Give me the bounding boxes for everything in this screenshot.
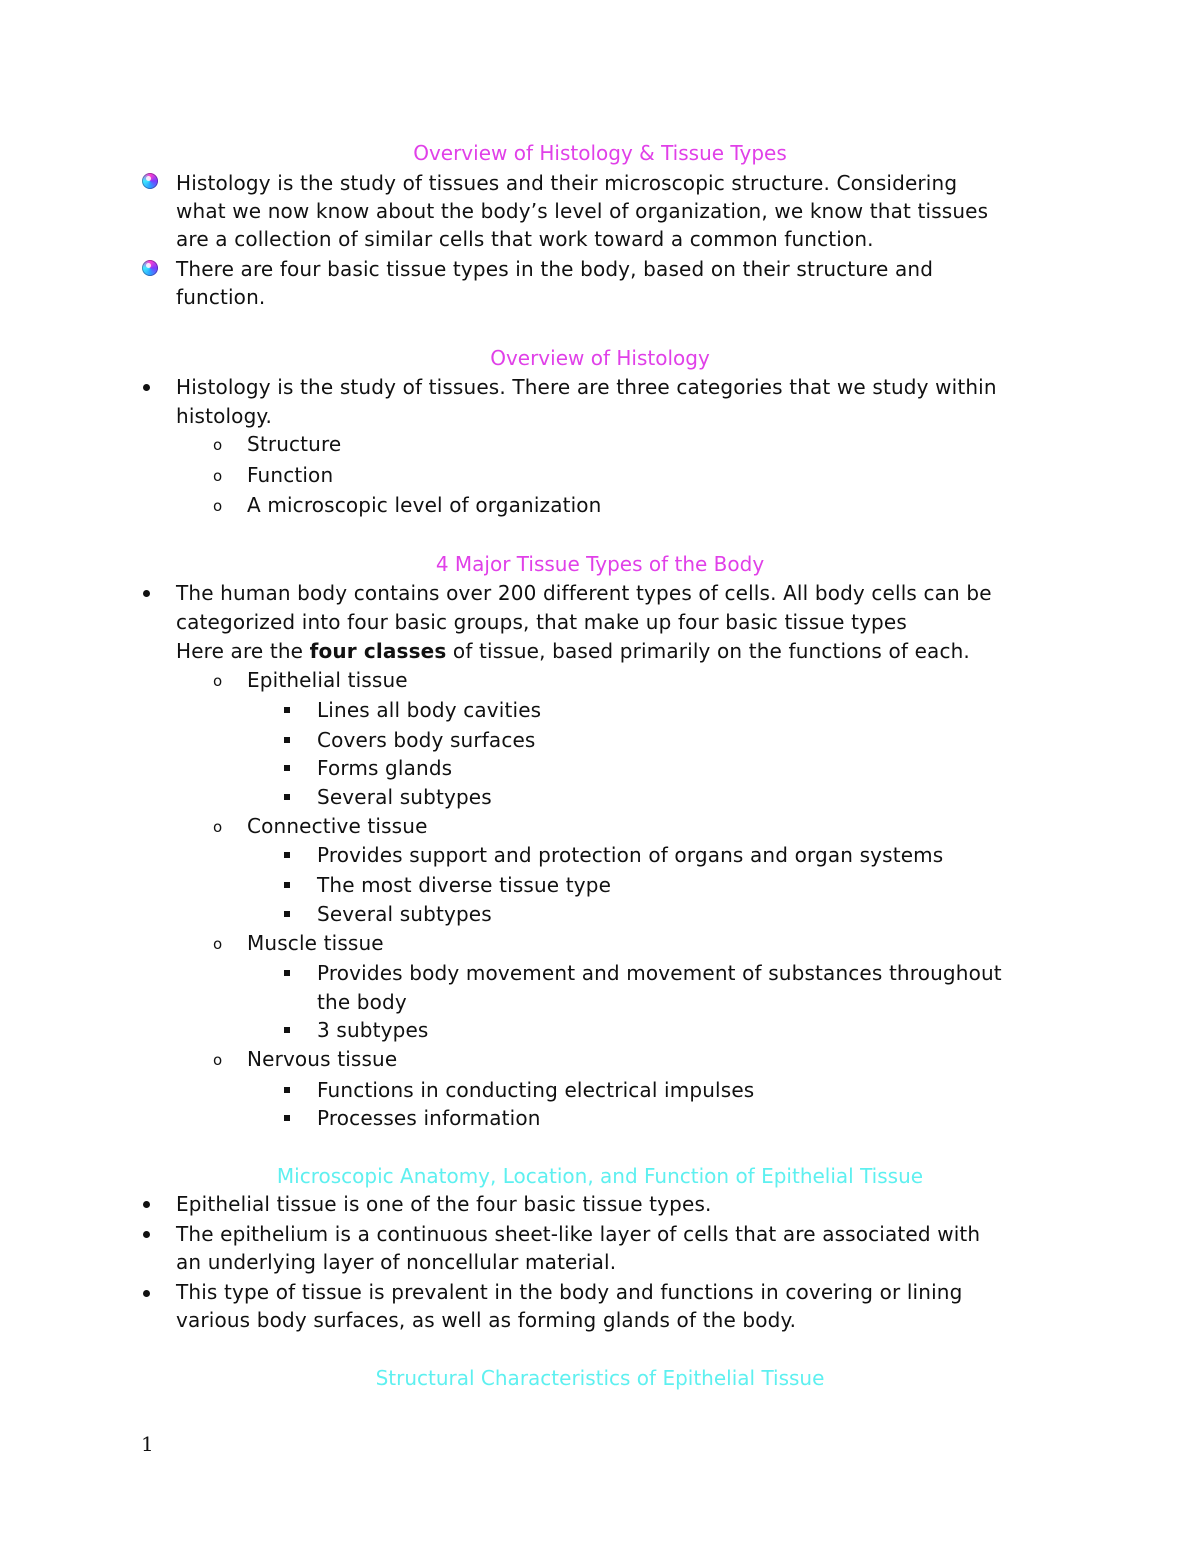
text-run: Here are the: [176, 639, 310, 663]
paragraph-line: [176, 637, 970, 665]
list-item: Lines all body cavities: [317, 698, 542, 722]
square-bullet-icon: [284, 970, 290, 976]
paragraph-line: Histology is the study of tissues and their microscopic structure. Considering: [176, 171, 958, 195]
bullet-icon: [143, 1231, 150, 1238]
square-bullet-icon: [284, 1087, 290, 1093]
paragraph-line: what we now know about the body’s level of organization, we know that tissues: [176, 199, 989, 223]
circle-bullet-icon: o: [213, 818, 223, 836]
paragraph-line: Histology is the study of tissues. There are three categories that we study within: [176, 375, 997, 399]
list-item: Function: [247, 463, 334, 487]
square-bullet-icon: [284, 1115, 290, 1121]
list-item: Provides support and protection of organs and organ systems: [317, 843, 944, 867]
list-item: Epithelial tissue: [247, 668, 408, 692]
paragraph-line: various body surfaces, as well as forming glands of the body.: [176, 1308, 797, 1332]
list-item: Several subtypes: [317, 785, 492, 809]
list-item: Forms glands: [317, 756, 453, 780]
square-bullet-icon: [284, 1027, 290, 1033]
section-heading: Structural Characteristics of Epithelial Tissue: [375, 1366, 825, 1390]
circle-bullet-icon: o: [213, 467, 223, 485]
list-item: Structure: [247, 432, 342, 456]
list-item: the body: [317, 990, 407, 1014]
paragraph-line: an underlying layer of noncellular material.: [176, 1250, 617, 1274]
paragraph-line: histology.: [176, 404, 273, 428]
paragraph-line: There are four basic tissue types in the body, based on their structure and: [176, 257, 934, 281]
list-item: Covers body surfaces: [317, 728, 536, 752]
square-bullet-icon: [284, 765, 290, 771]
paragraph-line: The human body contains over 200 different types of cells. All body cells can be: [176, 581, 992, 605]
circle-bullet-icon: o: [213, 1051, 223, 1069]
bullet-icon: [143, 384, 150, 391]
circle-bullet-icon: o: [213, 497, 223, 515]
paragraph-line: The epithelium is a continuous sheet-like layer of cells that are associated with: [176, 1222, 981, 1246]
square-bullet-icon: [284, 794, 290, 800]
circle-bullet-icon: o: [213, 935, 223, 953]
bullet-icon: [143, 1290, 150, 1297]
circle-bullet-icon: o: [213, 436, 223, 454]
paragraph-line: function.: [176, 285, 266, 309]
list-item: Muscle tissue: [247, 931, 384, 955]
list-item: A microscopic level of organization: [247, 493, 602, 517]
list-item: Several subtypes: [317, 902, 492, 926]
fancy-bullet-icon: [142, 260, 158, 276]
section-heading: 4 Major Tissue Types of the Body: [435, 552, 765, 576]
square-bullet-icon: [284, 707, 290, 713]
text-run: of tissue, based primarily on the functions of each.: [446, 639, 970, 663]
square-bullet-icon: [284, 852, 290, 858]
bullet-icon: [143, 1201, 150, 1208]
list-item: 3 subtypes: [317, 1018, 429, 1042]
list-item: Functions in conducting electrical impulses: [317, 1078, 755, 1102]
paragraph-line: This type of tissue is prevalent in the body and functions in covering or lining: [176, 1280, 963, 1304]
circle-bullet-icon: o: [213, 672, 223, 690]
list-item: Processes information: [317, 1106, 541, 1130]
bullet-icon: [143, 590, 150, 597]
paragraph-line: categorized into four basic groups, that make up four basic tissue types: [176, 610, 907, 634]
square-bullet-icon: [284, 911, 290, 917]
list-item: Connective tissue: [247, 814, 428, 838]
list-item: The most diverse tissue type: [317, 873, 612, 897]
paragraph-line: Epithelial tissue is one of the four basic tissue types.: [176, 1192, 712, 1216]
square-bullet-icon: [284, 737, 290, 743]
page-number: 1: [141, 1432, 154, 1456]
square-bullet-icon: [284, 882, 290, 888]
bold-text: four classes: [309, 639, 447, 663]
list-item: Nervous tissue: [247, 1047, 398, 1071]
section-heading: Microscopic Anatomy, Location, and Function of Epithelial Tissue: [276, 1164, 924, 1188]
paragraph-line: are a collection of similar cells that work toward a common function.: [176, 227, 874, 251]
list-item: Provides body movement and movement of substances throughout: [317, 961, 1002, 985]
section-heading: Overview of Histology & Tissue Types: [413, 141, 787, 165]
section-heading: Overview of Histology: [490, 346, 710, 370]
fancy-bullet-icon: [142, 173, 158, 189]
